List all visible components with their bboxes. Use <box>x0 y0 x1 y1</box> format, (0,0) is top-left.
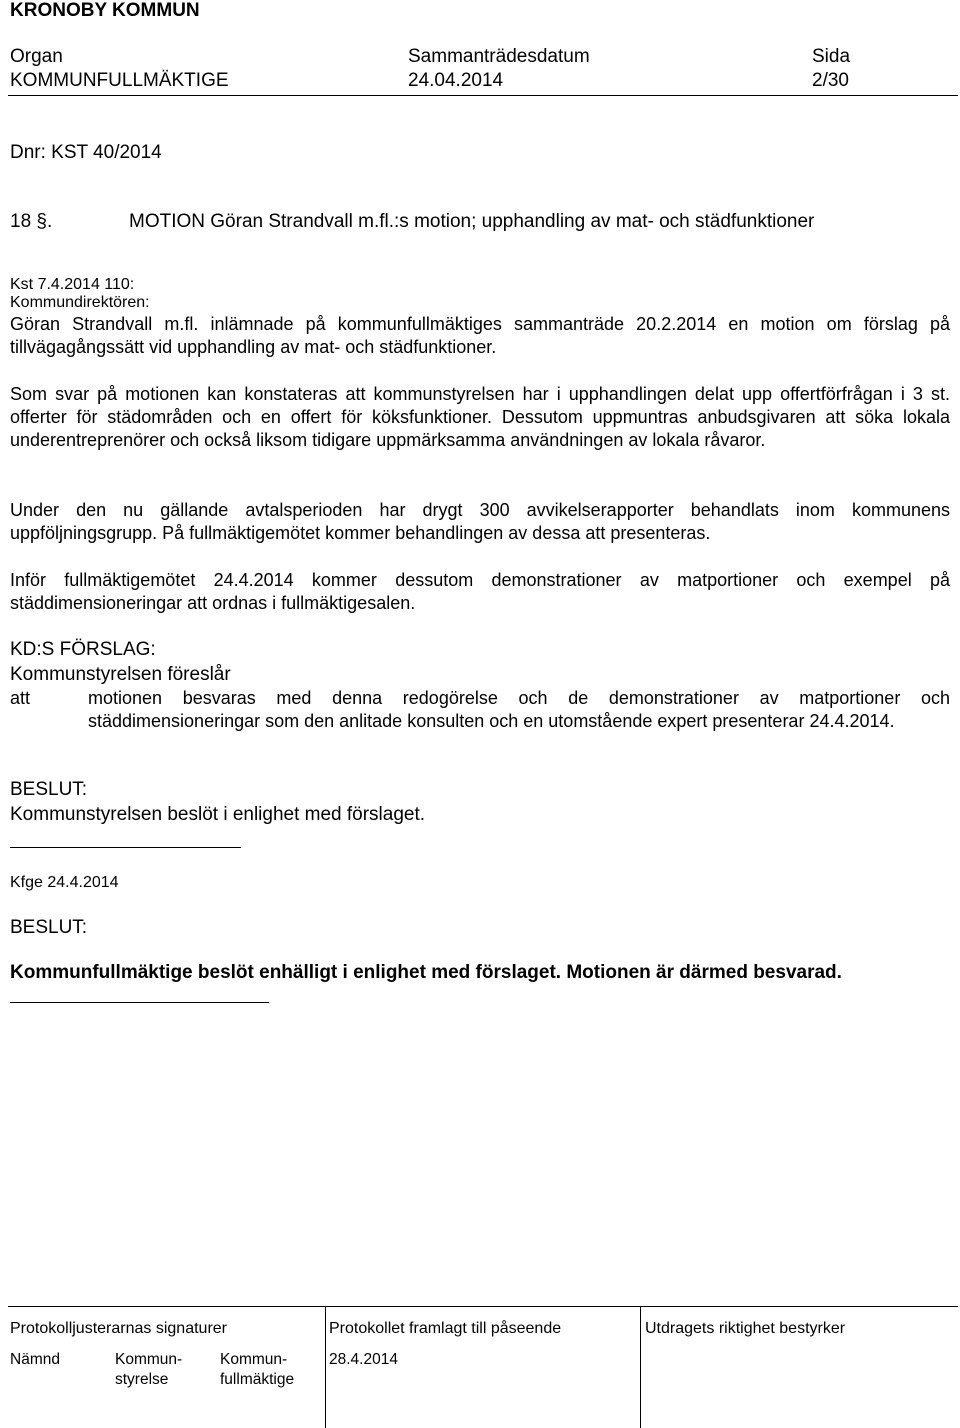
organ-label: Organ <box>10 46 63 67</box>
reference-line: Kst 7.4.2014 110: <box>10 276 135 293</box>
footer-divider <box>8 1306 958 1307</box>
proposal-text: motionen besvaras med denna redogörelse och de demonstrationer av matportioner och städdimensioneringar som den anlitade konsulten och en utomstående expert presenterar 24.4.2014. <box>88 688 950 731</box>
paragraph-demonstration: Inför fullmäktigemötet 24.4.2014 kommer dessutom demonstrationer av matportioner och exempel på städdimensioneringar att ordnas i fullmäktigesalen. <box>10 570 950 613</box>
footer-kf-label-line2: fullmäktige <box>220 1371 295 1388</box>
section-number: 18 §. <box>10 211 53 232</box>
footer-ks-label-line2: styrelse <box>115 1371 169 1388</box>
footer-namnd-label: Nämnd <box>10 1351 60 1368</box>
meeting-date-label: Sammanträdesdatum <box>408 46 590 67</box>
proposal-intro: Kommunstyrelsen föreslår <box>10 664 231 685</box>
reference-author: Kommundirektören: <box>10 294 150 311</box>
att-label: att <box>10 688 31 708</box>
kfge-reference: Kfge 24.4.2014 <box>10 874 119 891</box>
organization-name: KRONOBY KOMMUN <box>10 0 200 21</box>
decision-text: Kommunstyrelsen beslöt i enlighet med förslaget. <box>10 804 426 825</box>
footer-posting-date: 28.4.2014 <box>329 1351 398 1368</box>
footer-column-divider <box>640 1306 641 1428</box>
footer-ks-label-line1: Kommun- <box>115 1351 183 1368</box>
dnr: Dnr: KST 40/2014 <box>10 142 162 163</box>
header-divider <box>8 95 958 96</box>
paragraph-motion: Göran Strandvall m.fl. inlämnade på kommunfullmäktiges sammanträde 20.2.2014 en motion om förslag på tillvägagångssätt vid upphandling av mat- och städfunktioner. <box>10 314 950 357</box>
page-number: 2/30 <box>812 70 849 91</box>
signatures-heading: Protokolljusterarnas signaturer <box>10 1320 227 1337</box>
separator-line <box>10 847 241 848</box>
meeting-date-value: 24.04.2014 <box>408 70 504 91</box>
separator-line-final <box>10 1002 269 1003</box>
posting-heading: Protokollet framlagt till påseende <box>329 1320 562 1337</box>
page-label: Sida <box>812 46 851 67</box>
decision-heading: BESLUT: <box>10 779 88 800</box>
paragraph-followup: Under den nu gällande avtalsperioden har drygt 300 avvikelserapporter behandlats inom kommunens uppföljningsgrupp. På fullmäktigemötet kommer behandlingen av dessa att presenteras. <box>10 500 950 543</box>
final-decision-text: Kommunfullmäktige beslöt enhälligt i enlighet med förslaget. Motionen är därmed besvarad. <box>10 962 842 983</box>
organ-value: KOMMUNFULLMÄKTIGE <box>10 70 229 91</box>
certification-heading: Utdragets riktighet bestyrker <box>645 1320 846 1337</box>
section-title: MOTION Göran Strandvall m.fl.:s motion; upphandling av mat- och städfunktioner <box>129 211 815 232</box>
proposal-heading: KD:S FÖRSLAG: <box>10 639 156 660</box>
footer-kf-label-line1: Kommun- <box>220 1351 288 1368</box>
paragraph-response: Som svar på motionen kan konstateras att kommunstyrelsen har i upphandlingen delat upp offertförfrågan i 3 st. offerter för städområden och en offert för köksfunktioner. Dessutom uppmuntras anbudsgivaren att söka lokala underentreprenörer och också liksom tidigare uppmärksamma användningen av lokala råvaror. <box>10 384 950 450</box>
final-decision-heading: BESLUT: <box>10 917 88 938</box>
footer-column-divider <box>325 1306 326 1428</box>
